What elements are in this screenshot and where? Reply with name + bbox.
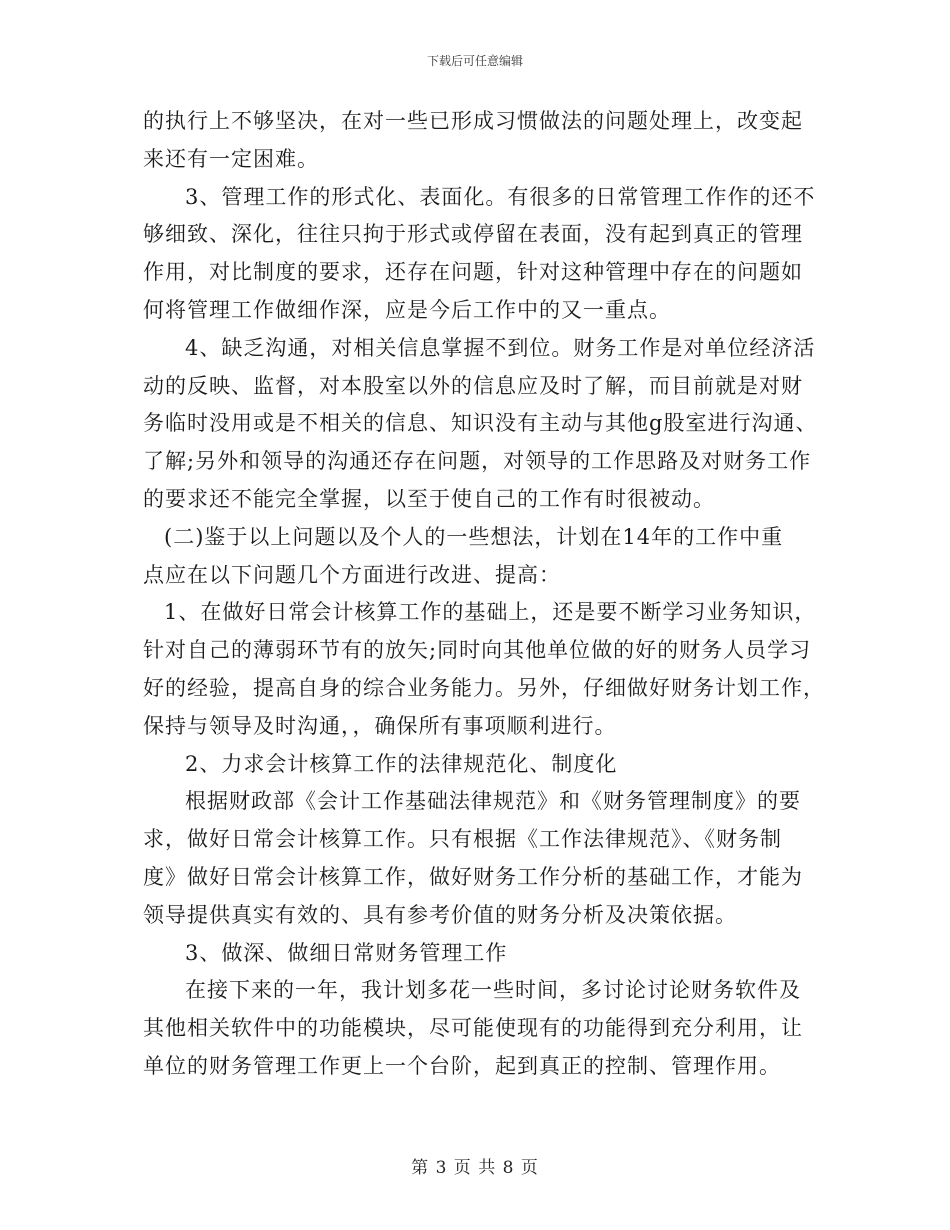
body-line: 动的反映、监督，对本股室以外的信息应及时了解，而目前就是对财 xyxy=(143,373,803,398)
body-line: 的要求还不能完全掌握，以至于使自己的工作有时很被动。 xyxy=(143,486,715,511)
body-line: 度》做好日常会计核算工作，做好财务工作分析的基础工作，才能为 xyxy=(143,864,803,889)
body-line: 4、缺乏沟通，对相关信息掌握不到位。财务工作是对单位经济活 xyxy=(185,335,816,360)
body-line: 3、管理工作的形式化、表面化。有很多的日常管理工作作的还不 xyxy=(185,184,816,209)
body-line: 在接下来的一年，我计划多花一些时间，多讨论讨论财务软件及 xyxy=(185,978,801,1003)
body-line: 领导提供真实有效的、具有参考价值的财务分析及决策依据。 xyxy=(143,902,737,927)
page-number: 第 3 页 共 8 页 xyxy=(411,1158,539,1178)
body-line: 务临时没用或是不相关的信息、知识没有主动与其他g股室进行沟通、 xyxy=(143,411,818,436)
body-line: 1、在做好日常会计核算工作的基础上，还是要不断学习业务知识， xyxy=(164,600,817,625)
document-body xyxy=(143,103,825,1086)
body-line: 够细致、深化，往往只拘于形式或停留在表面，没有起到真正的管理 xyxy=(143,222,803,247)
body-line: 单位的财务管理工作更上一个台阶，起到真正的控制、管理作用。 xyxy=(143,1053,781,1078)
body-line: 点应在以下问题几个方面进行改进、提高： xyxy=(143,562,561,587)
body-line: 来还有一定困难。 xyxy=(143,146,319,171)
body-line: 作用，对比制度的要求，还存在问题，针对这种管理中存在的问题如 xyxy=(143,260,803,285)
body-line: 其他相关软件中的功能模块，尽可能使现有的功能得到充分利用，让 xyxy=(143,1016,803,1041)
body-line: (二)鉴于以上问题以及个人的一些想法，计划在14年的工作中重 xyxy=(164,524,784,549)
body-line: 的执行上不够坚决，在对一些已形成习惯做法的问题处理上，改变起 xyxy=(143,109,803,133)
body-line: 针对自己的薄弱环节有的放矢;同时向其他单位做的好的财务人员学习 xyxy=(143,638,812,663)
body-line: 求，做好日常会计核算工作。只有根据《工作法律规范》、《财务制 xyxy=(143,827,782,852)
body-line: 何将管理工作做细作深，应是今后工作中的又一重点。 xyxy=(143,297,671,322)
body-line: 3、做深、做细日常财务管理工作 xyxy=(185,940,508,965)
body-line: 2、力求会计核算工作的法律规范化、制度化 xyxy=(185,751,618,776)
body-line: 好的经验，提高自身的综合业务能力。另外，仔细做好财务计划工作， xyxy=(143,675,825,700)
body-line: 了解;另外和领导的沟通还存在问题，对领导的工作思路及对财务工作 xyxy=(143,449,812,474)
body-line: 根据财政部《会计工作基础法律规范》和《财务管理制度》的要 xyxy=(185,789,801,814)
body-line: 保持与领导及时沟通，，确保所有事项顺利进行。 xyxy=(143,713,617,738)
page-header: 下载后可任意编辑 xyxy=(426,54,523,68)
